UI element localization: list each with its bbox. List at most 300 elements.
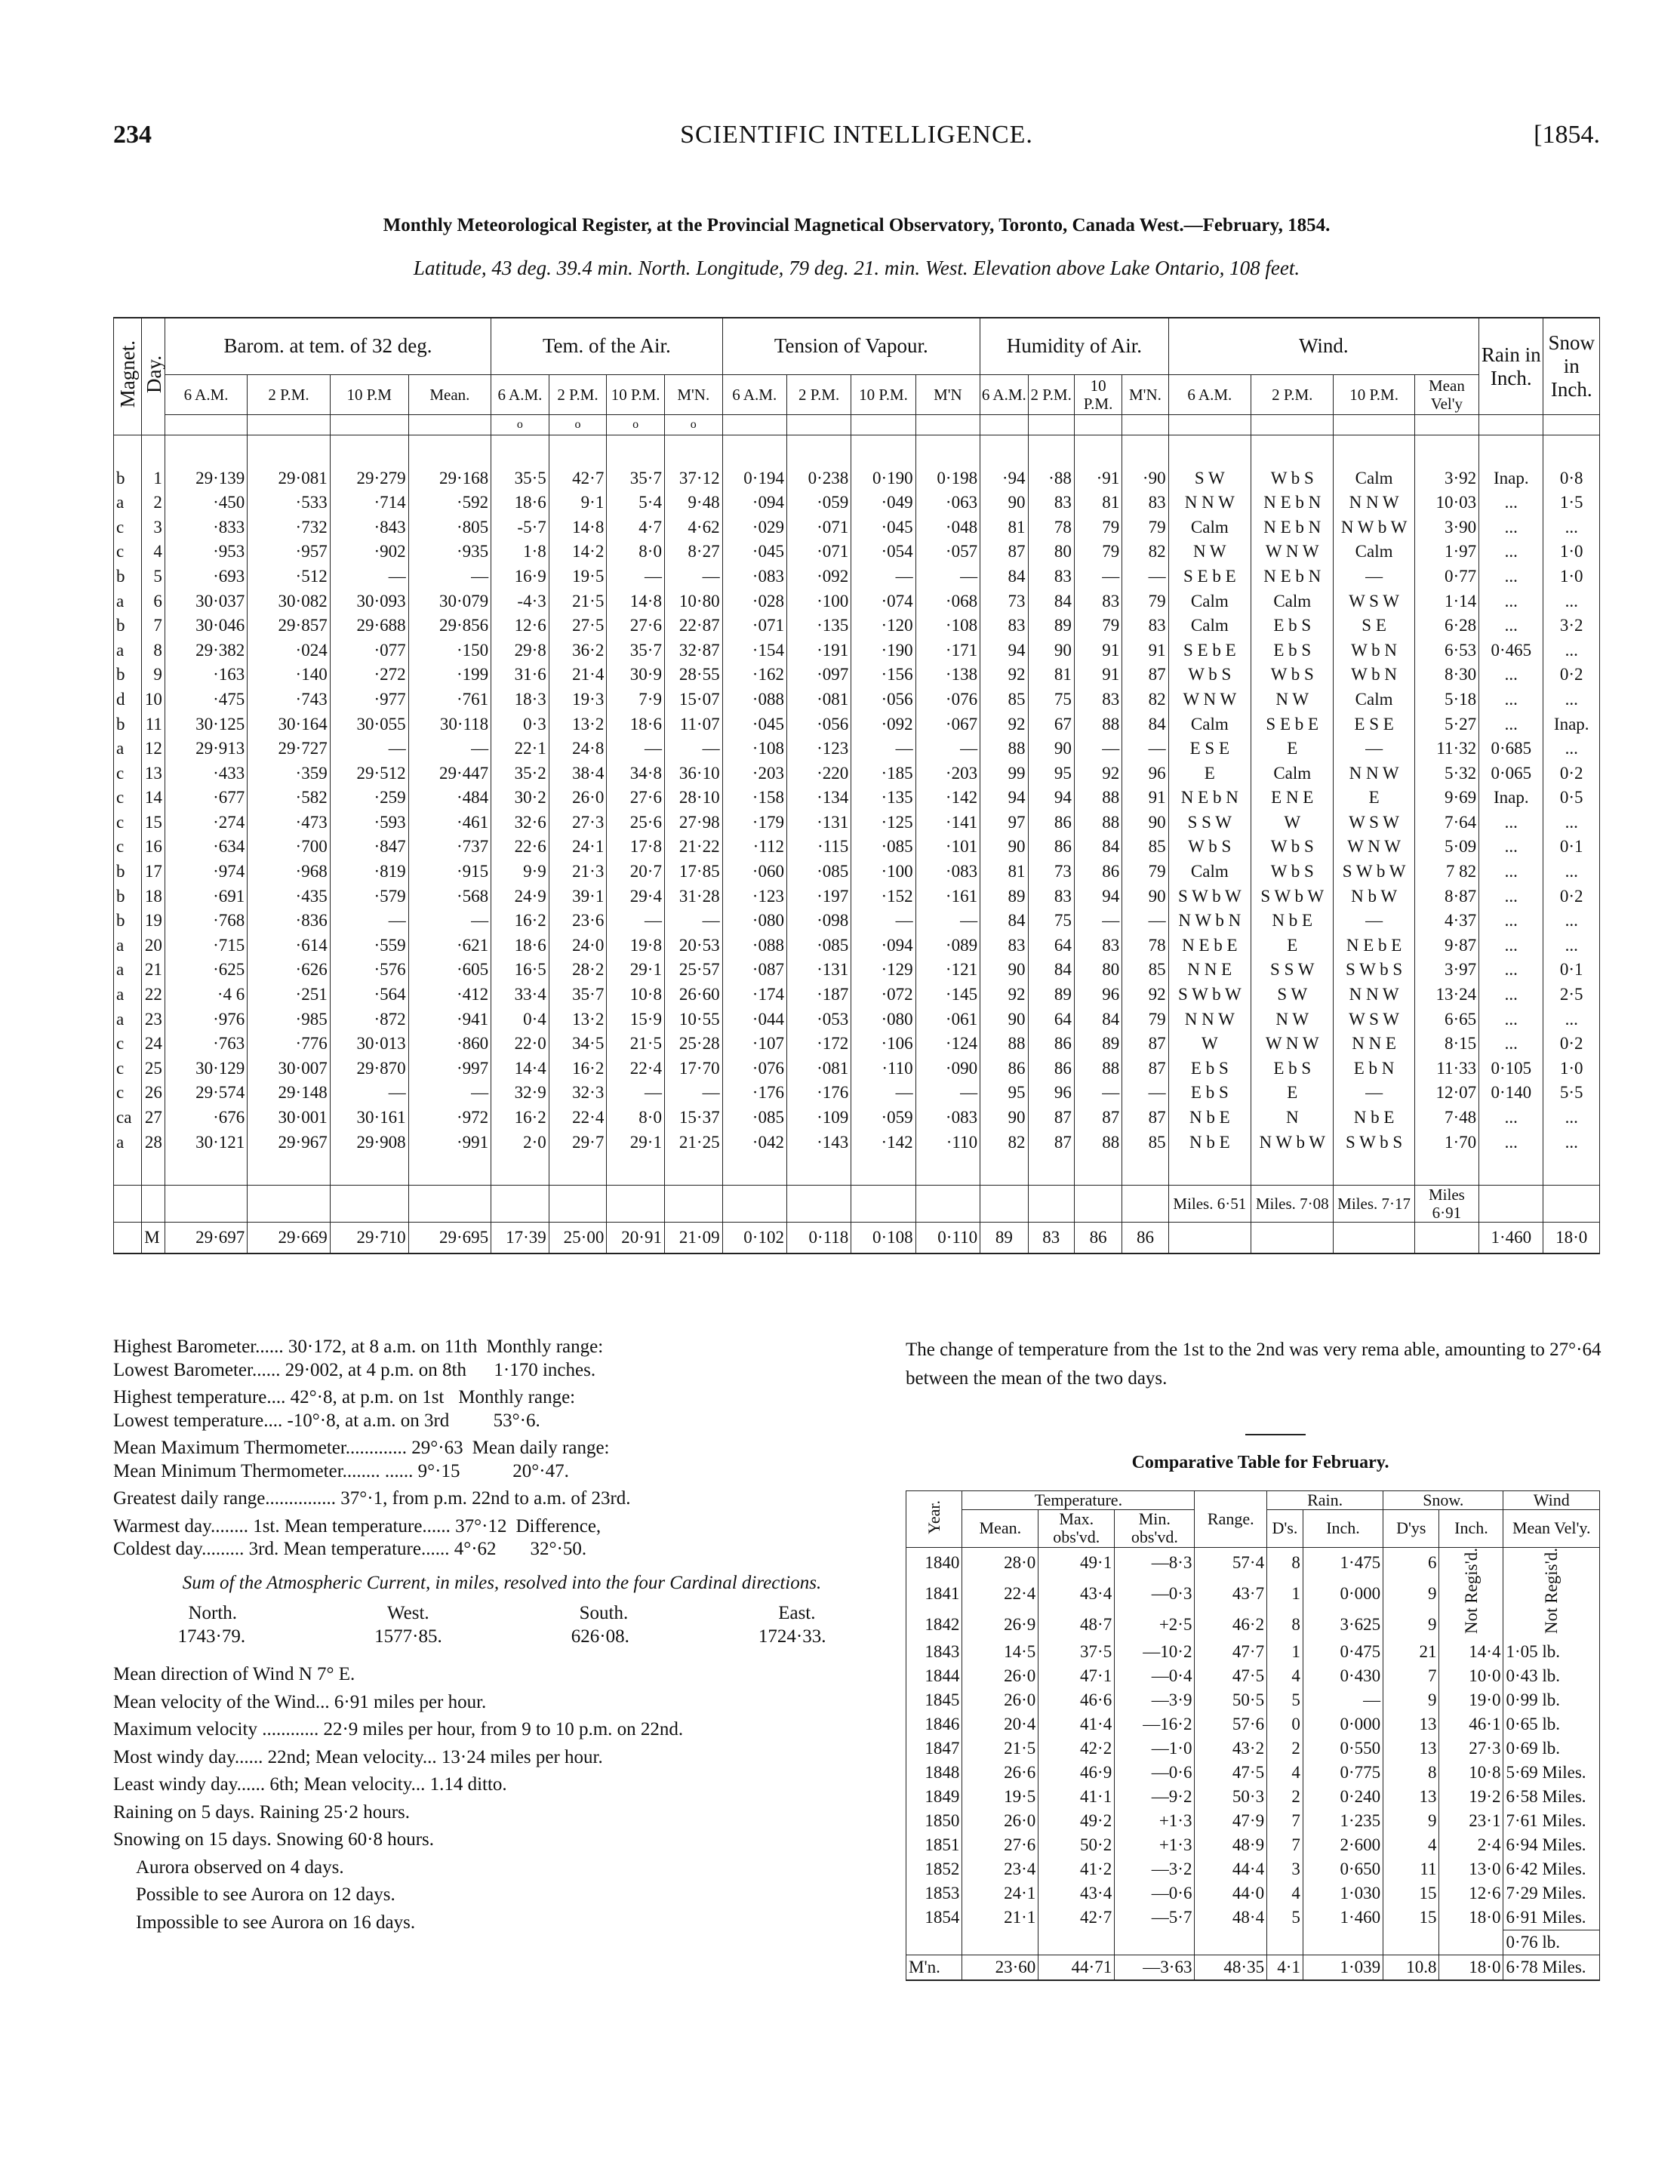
degree-mark: o: [607, 415, 665, 435]
table-cell: N b E: [1168, 1106, 1251, 1130]
table-cell: 89: [1028, 983, 1074, 1007]
miles-row: [114, 1185, 1600, 1222]
table-cell: Calm: [1334, 466, 1414, 491]
table-row: [114, 860, 1600, 884]
table-cell: 9·69: [1414, 786, 1478, 811]
comp-row: [906, 1688, 1600, 1712]
empty-cell: [1414, 1222, 1478, 1253]
table-cell: ·063: [915, 491, 980, 515]
spacer-cell: [330, 1155, 408, 1186]
table-cell: 15·9: [607, 1007, 665, 1032]
table-cell: 82: [980, 1130, 1028, 1155]
comp-cell: 46·9: [1038, 1761, 1115, 1785]
spacer-cell: [1479, 435, 1543, 466]
west-value: 1577·85.: [374, 1626, 442, 1647]
table-cell: a: [114, 638, 142, 663]
spacer-cell: [1028, 435, 1074, 466]
spacer-cell: [851, 1155, 915, 1186]
table-cell: 1: [142, 466, 165, 491]
comp-mean-cell: 4·1: [1267, 1955, 1303, 1980]
table-cell: ·592: [408, 491, 491, 515]
table-cell: 29·727: [248, 737, 330, 761]
table-cell: ...: [1479, 491, 1543, 515]
table-cell: 21·25: [664, 1130, 722, 1155]
comp-cell: 44·4: [1195, 1857, 1267, 1881]
empty-cell: [722, 1185, 786, 1222]
table-cell: 87: [1122, 663, 1168, 687]
table-cell: —: [1122, 564, 1168, 589]
table-cell: 35·5: [491, 466, 549, 491]
comp-row: [906, 1785, 1600, 1809]
comp-cell: 46·2: [1195, 1609, 1267, 1640]
table-cell: —: [915, 564, 980, 589]
empty-cell: [1115, 1930, 1195, 1955]
summary-block: [113, 1336, 891, 1934]
table-cell: ...: [1479, 614, 1543, 638]
table-cell: ·156: [851, 663, 915, 687]
empty-cell: [1543, 1185, 1600, 1222]
comp-cell: 48·7: [1038, 1609, 1115, 1640]
highest-barometer: Highest Barometer...... 30·172, at 8 a.m. on 11th: [113, 1337, 478, 1357]
table-cell: 10·03: [1414, 491, 1478, 515]
table-cell: ·056: [786, 712, 851, 737]
table-cell: N W: [1168, 540, 1251, 564]
comp-cell: 0: [1267, 1712, 1303, 1736]
table-cell: —: [851, 564, 915, 589]
comp-cell: 0·650: [1303, 1857, 1383, 1881]
table-cell: 28·55: [664, 663, 722, 687]
empty-cell: [1439, 1930, 1503, 1955]
table-cell: E N E: [1251, 786, 1334, 811]
table-cell: ·761: [408, 687, 491, 712]
table-cell: 36·10: [664, 761, 722, 786]
spacer-cell: [142, 435, 165, 466]
table-cell: 87: [980, 540, 1028, 564]
table-cell: a: [114, 934, 142, 958]
spacer-cell: [1251, 435, 1334, 466]
north-value: 1743·79.: [177, 1626, 246, 1647]
table-cell: ·977: [330, 687, 408, 712]
table-cell: 88: [1074, 1130, 1122, 1155]
empty-cell: [1122, 1185, 1168, 1222]
spacer-cell: [786, 435, 851, 466]
table-cell: ·110: [915, 1130, 980, 1155]
col-temp-mean: M'N.: [664, 375, 722, 415]
table-row: [114, 564, 1600, 589]
table-cell: ·737: [408, 835, 491, 860]
table-cell: 29·512: [330, 761, 408, 786]
table-cell: 7·48: [1414, 1106, 1478, 1130]
table-cell: W b S: [1251, 663, 1334, 687]
warmest-day: Warmest day........ 1st. Mean temperature...... 37°·12: [113, 1515, 507, 1536]
table-cell: —: [1334, 1081, 1414, 1106]
table-cell: 92: [1074, 761, 1122, 786]
table-cell: ·056: [851, 687, 915, 712]
table-cell: 24·9: [491, 884, 549, 909]
table-cell: ·576: [330, 958, 408, 983]
table-cell: 87: [1122, 1032, 1168, 1057]
table-cell: ·582: [248, 786, 330, 811]
table-cell: 42·7: [549, 466, 607, 491]
table-cell: 88: [980, 737, 1028, 761]
table-cell: 83: [1028, 884, 1074, 909]
table-cell: 83: [1074, 589, 1122, 614]
table-cell: ...: [1543, 1130, 1600, 1155]
table-cell: 5·4: [607, 491, 665, 515]
mean-cell: 83: [1028, 1222, 1074, 1253]
table-cell: ...: [1479, 540, 1543, 564]
table-cell: 81: [1074, 491, 1122, 515]
east-value: 1724·33.: [758, 1626, 826, 1647]
comp-rain-header: Rain.: [1267, 1491, 1383, 1510]
table-cell: ...: [1479, 1130, 1543, 1155]
mean-cell: 0·108: [851, 1222, 915, 1253]
table-cell: ·071: [722, 614, 786, 638]
comp-cell: 14·5: [962, 1640, 1038, 1664]
table-cell: E b N: [1334, 1057, 1414, 1081]
comp-cell: 2: [1267, 1736, 1303, 1761]
mean-row: [114, 1222, 1600, 1253]
table-cell: 87: [1028, 1130, 1074, 1155]
cardinal-labels: [113, 1602, 891, 1626]
comp-cell: 1·235: [1303, 1809, 1383, 1833]
comparative-table: [906, 1490, 1600, 1981]
table-cell: 94: [1028, 786, 1074, 811]
table-cell: 18: [142, 884, 165, 909]
comp-cell: 47·7: [1195, 1640, 1267, 1664]
table-cell: 5·09: [1414, 835, 1478, 860]
table-cell: 97: [980, 811, 1028, 835]
table-cell: ...: [1479, 712, 1543, 737]
table-cell: N E b E: [1334, 934, 1414, 958]
col-hum-mean: M'N.: [1122, 375, 1168, 415]
comp-cell: 1·460: [1303, 1906, 1383, 1930]
table-cell: 2·0: [491, 1130, 549, 1155]
table-cell: 0·194: [722, 466, 786, 491]
table-cell: 81: [980, 860, 1028, 884]
empty-cell: [915, 1185, 980, 1222]
comp-cell: 0·000: [1303, 1712, 1383, 1736]
table-cell: c: [114, 761, 142, 786]
table-cell: —: [1334, 909, 1414, 934]
col-vap-mean: M'N: [915, 375, 980, 415]
table-cell: 9·1: [549, 491, 607, 515]
table-cell: —: [607, 564, 665, 589]
table-cell: ·085: [786, 860, 851, 884]
comp-cell: 8: [1267, 1609, 1303, 1640]
table-cell: ·072: [851, 983, 915, 1007]
col-wind-6am: 6 A.M.: [1168, 375, 1251, 415]
table-cell: ·776: [248, 1032, 330, 1057]
table-cell: S E b E: [1251, 712, 1334, 737]
spacer-cell: [1479, 1155, 1543, 1186]
table-cell: ·115: [786, 835, 851, 860]
table-cell: ·080: [851, 1007, 915, 1032]
table-cell: b: [114, 909, 142, 934]
table-cell: ·185: [851, 761, 915, 786]
table-cell: W b S: [1251, 860, 1334, 884]
table-cell: ·872: [330, 1007, 408, 1032]
table-cell: 20·7: [607, 860, 665, 884]
comp-cell: 43·7: [1195, 1578, 1267, 1609]
table-cell: 0·2: [1543, 663, 1600, 687]
comp-row: [906, 1809, 1600, 1833]
table-cell: 6: [142, 589, 165, 614]
col-temp-6am: 6 A.M.: [491, 375, 549, 415]
table-cell: 22·87: [664, 614, 722, 638]
daily-range-label: Mean daily range:: [472, 1438, 610, 1458]
table-cell: 14·2: [549, 540, 607, 564]
table-cell: ·143: [786, 1130, 851, 1155]
table-cell: E: [1251, 934, 1334, 958]
comp-cell: 14·4: [1439, 1640, 1503, 1664]
spacer-cell: [1414, 1155, 1478, 1186]
table-cell: ·029: [722, 515, 786, 540]
table-cell: S W b W: [1168, 983, 1251, 1007]
table-cell: ...: [1543, 589, 1600, 614]
table-cell: 35·7: [549, 983, 607, 1007]
table-cell: ·135: [786, 614, 851, 638]
table-cell: 29·1: [607, 1130, 665, 1155]
empty-cell: [1334, 1222, 1414, 1253]
table-cell: N W b N: [1168, 909, 1251, 934]
table-cell: 84: [980, 909, 1028, 934]
comp-row: [906, 1906, 1600, 1930]
table-cell: Calm: [1168, 589, 1251, 614]
table-row: [114, 614, 1600, 638]
comp-cell: 4: [1267, 1664, 1303, 1688]
comp-cell: 23·4: [962, 1857, 1038, 1881]
table-cell: 85: [980, 687, 1028, 712]
table-cell: N b W: [1334, 884, 1414, 909]
comp-cell: 22·4: [962, 1578, 1038, 1609]
table-cell: 90: [980, 835, 1028, 860]
table-cell: ·125: [851, 811, 915, 835]
table-cell: Calm: [1168, 860, 1251, 884]
table-cell: N W b W: [1334, 515, 1414, 540]
table-cell: ·109: [786, 1106, 851, 1130]
table-cell: 31·28: [664, 884, 722, 909]
table-cell: 29·967: [248, 1130, 330, 1155]
empty-cell: [114, 1222, 142, 1253]
table-cell: 86: [1028, 1057, 1074, 1081]
spacer-cell: [722, 1155, 786, 1186]
table-cell: 0·190: [851, 466, 915, 491]
table-cell: 29·870: [330, 1057, 408, 1081]
table-cell: 23: [142, 1007, 165, 1032]
table-cell: 20: [142, 934, 165, 958]
table-cell: W: [1168, 1032, 1251, 1057]
comp-mean-header: Mean.: [962, 1510, 1038, 1547]
table-cell: 10·80: [664, 589, 722, 614]
comp-cell: 23·1: [1439, 1809, 1503, 1833]
col-temp-2pm: 2 P.M.: [549, 375, 607, 415]
comp-inch-header: Inch.: [1303, 1510, 1383, 1547]
table-cell: —: [607, 1081, 665, 1106]
table-cell: 88: [1074, 811, 1122, 835]
table-cell: ·054: [851, 540, 915, 564]
south-label: South.: [579, 1603, 629, 1623]
table-cell: ...: [1479, 564, 1543, 589]
empty-cell: [248, 1185, 330, 1222]
comp-ds-header: D's.: [1267, 1510, 1303, 1547]
table-cell: ·090: [915, 1057, 980, 1081]
comp-row: [906, 1664, 1600, 1688]
table-cell: 9: [142, 663, 165, 687]
table-cell: N N E: [1334, 1032, 1414, 1057]
table-cell: 16·2: [491, 1106, 549, 1130]
table-cell: —: [607, 737, 665, 761]
table-cell: —: [607, 909, 665, 934]
table-cell: E: [1251, 1081, 1334, 1106]
comp-cell: 42·2: [1038, 1736, 1115, 1761]
table-cell: 23·6: [549, 909, 607, 934]
table-cell: 96: [1122, 761, 1168, 786]
table-cell: 80: [1028, 540, 1074, 564]
table-cell: S S W: [1251, 958, 1334, 983]
table-cell: ·843: [330, 515, 408, 540]
table-cell: a: [114, 589, 142, 614]
table-cell: 4·62: [664, 515, 722, 540]
table-cell: ·071: [786, 540, 851, 564]
table-cell: 29·913: [165, 737, 247, 761]
table-row: [114, 811, 1600, 835]
table-cell: ·605: [408, 958, 491, 983]
table-cell: 21·5: [607, 1032, 665, 1057]
comp-cell: 50·3: [1195, 1785, 1267, 1809]
comp-cell: 9: [1383, 1609, 1439, 1640]
table-cell: 16: [142, 835, 165, 860]
table-cell: 85: [1122, 835, 1168, 860]
table-cell: 17·70: [664, 1057, 722, 1081]
table-row: [114, 1106, 1600, 1130]
spacer-cell: [1543, 435, 1600, 466]
comp-cell: —1·0: [1115, 1736, 1195, 1761]
comp-cell: 13: [1383, 1712, 1439, 1736]
table-cell: 25·6: [607, 811, 665, 835]
table-cell: 29·856: [408, 614, 491, 638]
table-cell: 32·87: [664, 638, 722, 663]
comp-cell: 49·2: [1038, 1809, 1115, 1833]
comp-cell: 4: [1267, 1761, 1303, 1785]
table-cell: 0·2: [1543, 1032, 1600, 1057]
empty-cell: [491, 1185, 549, 1222]
spacer-cell: [248, 1155, 330, 1186]
table-cell: S W b S: [1334, 1130, 1414, 1155]
location-line: Latitude, 43 deg. 39.4 min. North. Longitude, 79 deg. 21. min. West. Elevation above Lake Ontario, 108 feet.: [413, 257, 1300, 279]
table-cell: 88: [1074, 1057, 1122, 1081]
table-cell: ·074: [851, 589, 915, 614]
table-row: [114, 1130, 1600, 1155]
table-cell: W b S: [1168, 663, 1251, 687]
table-cell: ·259: [330, 786, 408, 811]
table-cell: ·123: [722, 884, 786, 909]
comp-cell: 1850: [906, 1809, 962, 1833]
table-cell: 90: [980, 1106, 1028, 1130]
table-cell: 83: [1028, 564, 1074, 589]
table-cell: 32·6: [491, 811, 549, 835]
table-row: [114, 934, 1600, 958]
table-cell: -4·3: [491, 589, 549, 614]
table-cell: —: [408, 564, 491, 589]
comp-cell: 47·5: [1195, 1664, 1267, 1688]
table-cell: 22: [142, 983, 165, 1007]
comp-cell: 1848: [906, 1761, 962, 1785]
comp-cell: 7·29 Miles.: [1503, 1881, 1600, 1906]
table-cell: 86: [980, 1057, 1028, 1081]
table-cell: 86: [1074, 860, 1122, 884]
table-cell: W b S: [1251, 835, 1334, 860]
table-cell: N E b N: [1251, 515, 1334, 540]
mean-velocity-wind: Mean velocity of the Wind... 6·91 miles per hour.: [113, 1691, 487, 1712]
difference-label: Difference,: [515, 1515, 602, 1536]
table-cell: 95: [980, 1081, 1028, 1106]
table-cell: E b S: [1251, 1057, 1334, 1081]
comp-cell: 41·1: [1038, 1785, 1115, 1809]
col-temp-10pm: 10 P.M.: [607, 375, 665, 415]
table-cell: 15·37: [664, 1106, 722, 1130]
table-cell: 30·161: [330, 1106, 408, 1130]
table-cell: 26·60: [664, 983, 722, 1007]
rain-header: Rain in Inch.: [1479, 318, 1543, 415]
table-cell: ·060: [722, 860, 786, 884]
comp-cell: 1849: [906, 1785, 962, 1809]
table-cell: 92: [980, 712, 1028, 737]
comp-cell: 7·61 Miles.: [1503, 1809, 1600, 1833]
table-cell: 91: [1074, 638, 1122, 663]
comp-temperature-header: Temperature.: [962, 1491, 1195, 1510]
table-cell: 33·4: [491, 983, 549, 1007]
table-cell: ·191: [786, 638, 851, 663]
table-cell: 88: [980, 1032, 1028, 1057]
comp-cell: 1854: [906, 1906, 962, 1930]
spacer-cell: [664, 1155, 722, 1186]
table-cell: 79: [1074, 614, 1122, 638]
table-cell: ·049: [851, 491, 915, 515]
table-cell: 30·125: [165, 712, 247, 737]
daily-range-value: 20°·47.: [512, 1460, 569, 1481]
table-row: [114, 1032, 1600, 1057]
table-cell: Calm: [1251, 589, 1334, 614]
table-cell: —: [1122, 1081, 1168, 1106]
table-cell: 5·27: [1414, 712, 1478, 737]
table-cell: 1·0: [1543, 564, 1600, 589]
comp-row: [906, 1736, 1600, 1761]
table-cell: 83: [1028, 491, 1074, 515]
empty-cell: [1267, 1930, 1303, 1955]
table-cell: 94: [980, 786, 1028, 811]
table-cell: 21·3: [549, 860, 607, 884]
table-cell: 1·0: [1543, 1057, 1600, 1081]
temp-header: Tem. of the Air.: [491, 318, 722, 375]
table-cell: 73: [1028, 860, 1074, 884]
most-windy-day: Most windy day...... 22nd; Mean velocity... 13·24 miles per hour.: [113, 1746, 603, 1767]
table-cell: ·972: [408, 1106, 491, 1130]
table-cell: ·161: [915, 884, 980, 909]
comp-cell: 43·2: [1195, 1736, 1267, 1761]
degree-mark: o: [491, 415, 549, 435]
table-cell: 14·8: [607, 589, 665, 614]
table-cell: ...: [1479, 1106, 1543, 1130]
table-cell: ·092: [851, 712, 915, 737]
table-cell: 29·382: [165, 638, 247, 663]
table-cell: 28·10: [664, 786, 722, 811]
table-cell: ·412: [408, 983, 491, 1007]
comp-cell: —0·6: [1115, 1881, 1195, 1906]
table-row: [114, 712, 1600, 737]
table-cell: W N W: [1251, 1032, 1334, 1057]
table-cell: 16·2: [491, 909, 549, 934]
